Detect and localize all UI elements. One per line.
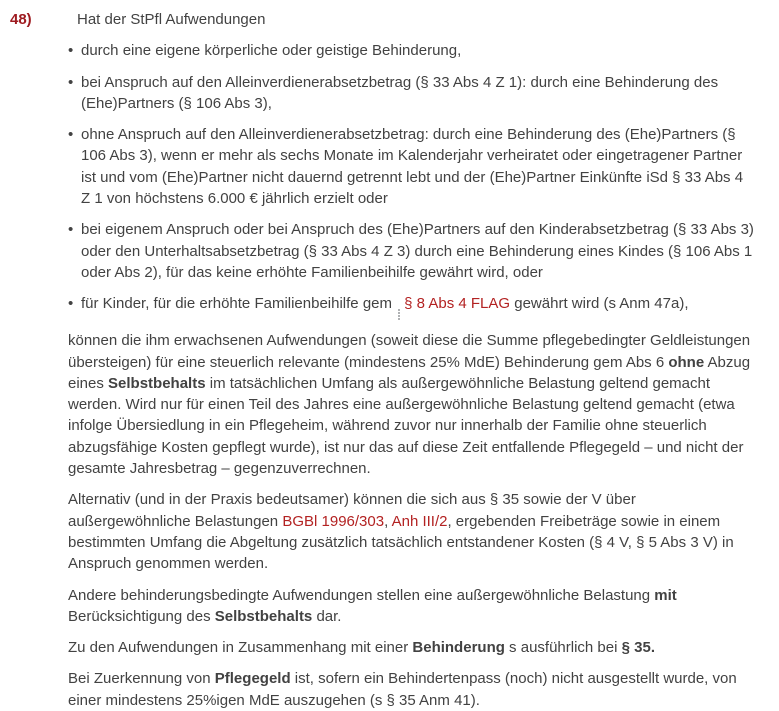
annotation-heading xyxy=(10,9,755,30)
norm-link[interactable]: § 8 Abs 4 FLAG xyxy=(404,295,511,313)
text-run: mit xyxy=(654,586,677,604)
bullet-item xyxy=(68,72,755,115)
bullet-item xyxy=(68,124,755,209)
text-run: , ergebenden Freibeträge sowie in einem bestimmten Umfang die Abgeltung zusätzlich tatsächlich entstandener Kosten (§ 4 V, § 5 Abs 3 V) in Anspruch genommen werden. xyxy=(68,512,734,573)
norm-link[interactable]: Anh III/2 xyxy=(391,512,448,530)
text-run: s ausführlich bei xyxy=(504,639,622,657)
text-run: Selbstbehalts xyxy=(214,607,313,625)
text-run: durch eine eigene körperliche oder geistige Behinderung, xyxy=(81,42,462,60)
paragraph-section xyxy=(68,330,755,711)
margin-number: 48) xyxy=(10,11,32,28)
text-run: § 35. xyxy=(621,639,655,657)
text-run: ohne Anspruch auf den Alleinverdienerabsetzbetrag: durch eine Behinderung des (Ehe)Partners (§ 106 Abs 3), wenn er mehr als sechs Monate im Kalenderjahr verheiratet oder eingetragener Partner ist und vom (Ehe)Partner nicht dauernd getrennt lebt und der (Ehe)Partner Einkünfte iSd § 33 Abs 4 Z 1 von höchstens 6.000 € jährlich erzielt oder xyxy=(81,126,744,208)
paragraph xyxy=(68,668,755,711)
text-run: Berücksichtigung des xyxy=(68,607,215,625)
text-run: Behinderung xyxy=(412,639,505,657)
paragraph xyxy=(68,330,755,479)
norm-link-icon[interactable] xyxy=(398,309,400,320)
text-run: Selbstbehalts xyxy=(108,374,206,392)
text-run: für Kinder, für die erhöhte Familienbeihilfe gem xyxy=(81,295,397,313)
text-run: Andere behinderungsbedingte Aufwendungen stellen eine außergewöhnliche Belastung xyxy=(68,586,655,604)
text-run: im tatsächlichen Umfang als außergewöhnliche Belastung geltend gemacht werden. Wird nur für einen Teil des Jahres eine außergewöhnliche Belastung geltend gemacht (etwa infolge Übersiedlung in ein Pflegeheim, während zuvor nur innerhalb der Familie ohne steuerlich abzugsfähige Kosten gepflegt wurde), ist nur das auf diese Zeit entfallende Pflegegeld – und nicht der gesamte Jahresbetrag – gegenzuverrechnen. xyxy=(68,374,744,478)
text-run: , xyxy=(384,512,392,530)
text-run: bei eigenem Anspruch oder bei Anspruch des (Ehe)Partners auf den Kinderabsetzbetrag (§ 33 Abs 3) oder den Unterhaltsabsetzbetrag (§ 33 Abs 4 Z 3) durch eine Behinderung eines Kindes (§ 106 Abs 1 oder Abs 2), für das keine erhöhte Familienbeihilfe gewährt wird, oder xyxy=(81,221,754,281)
text-run: dar. xyxy=(312,607,342,625)
text-run: bei Anspruch auf den Alleinverdienerabsetzbetrag (§ 33 Abs 4 Z 1): durch eine Behinderung des (Ehe)Partners (§ 106 Abs 3), xyxy=(81,73,719,112)
text-run: Abzug eines xyxy=(68,353,751,392)
text-run: ist, sofern ein Behindertenpass (noch) nicht ausgestellt wurde, von einer mindestens 25%igen MdE auszugehen (s § 35 Anm 41). xyxy=(68,670,737,709)
text-run: Pflegegeld xyxy=(214,670,291,688)
annotation-intro-text: Hat der StPfl Aufwendungen xyxy=(77,11,266,28)
text-run: Zu den Aufwendungen in Zusammenhang mit einer xyxy=(68,639,413,657)
bullet-item xyxy=(68,293,755,320)
text-run: können die ihm erwachsenen Aufwendungen (soweit diese die Summe pflegebedingter Geldleistungen übersteigen) für eine steuerlich relevante (mindestens 25% MdE) Behinderung gem Abs 6 xyxy=(68,332,751,371)
bullet-list xyxy=(68,40,755,320)
text-run: Bei Zuerkennung von xyxy=(68,670,215,688)
norm-link[interactable]: BGBl 1996/303 xyxy=(282,512,385,530)
paragraph xyxy=(68,489,755,574)
text-run: Alternativ (und in der Praxis bedeutsamer) können die sich aus § 35 sowie der V über außergewöhnliche Belastungen xyxy=(68,491,636,530)
bullet-item xyxy=(68,40,755,61)
text-run: ohne xyxy=(668,353,705,371)
text-run: gewährt wird (s Anm 47a), xyxy=(510,295,689,313)
bullet-item xyxy=(68,219,755,283)
paragraph xyxy=(68,637,755,658)
paragraph xyxy=(68,585,755,628)
